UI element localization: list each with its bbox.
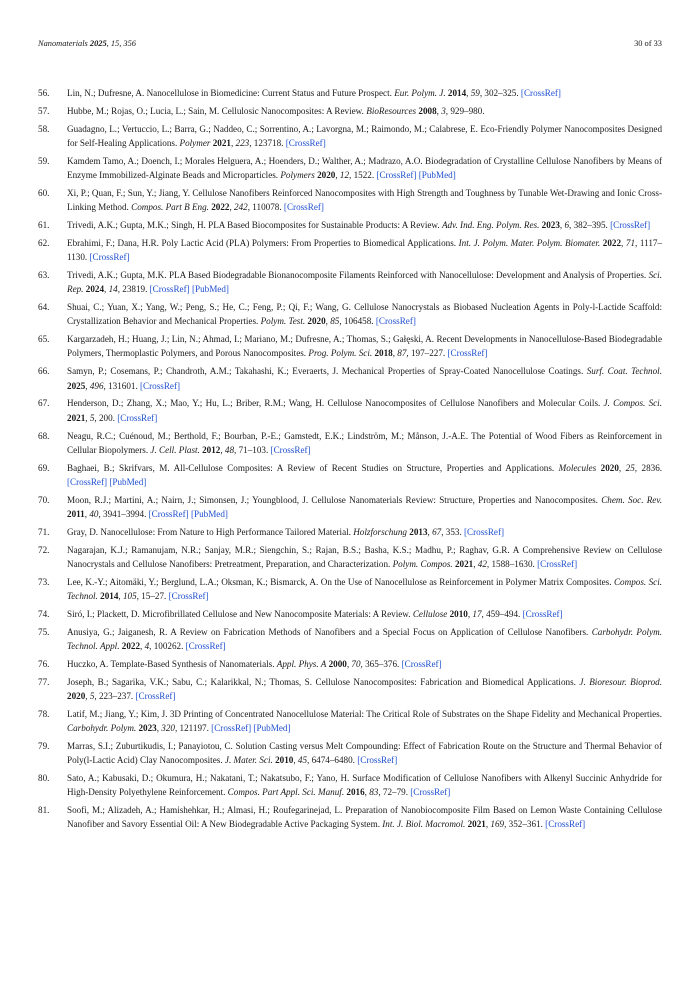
crossref-link[interactable]: [CrossRef] (401, 658, 442, 669)
reference-pages: 121197. (179, 723, 209, 734)
reference-volume: 83 (369, 787, 379, 798)
reference-title: Cellulose Nanofibers Reinforced Nanocomposites with High Strength and Toughness by Tunable Wet-Drawing and Ionic Cross-Linking Method. (67, 187, 662, 213)
reference-journal: Sci. Rep. (67, 270, 662, 295)
reference-pages: 1588–1630. (491, 558, 535, 569)
crossref-link[interactable]: [CrossRef] (168, 590, 209, 601)
reference-authors: Anusiya, G.; Jaiganesh, R. (67, 626, 168, 637)
reference-authors: Shuai, C.; Yuan, X.; Yang, W.; Peng, S.; He, C.; Feng, P.; Qi, F.; Wang, G. (67, 302, 351, 313)
reference-authors: Kamdem Tamo, A.; Doench, I.; Morales Helguera, A.; Hoenders, D.; Walther, A.; Madrazo, A.O. (67, 155, 423, 166)
crossref-link[interactable]: [CrossRef] (357, 755, 398, 766)
reference-year: 2021 (467, 819, 486, 830)
reference-volume: 25 (625, 462, 635, 473)
reference-title: Cellulosic Nanocomposites: A Review. (221, 105, 364, 116)
reference-authors: Moon, R.J.; Martini, A.; Nairn, J.; Simonsen, J.; Youngblood, J. (67, 494, 309, 505)
reference-pages: 929–980. (450, 105, 485, 116)
reference-year: 2020 (307, 316, 326, 327)
reference-authors: Latif, M.; Jiang, Y.; Kim, J. (67, 708, 168, 719)
reference-pages: 302–325. (484, 88, 519, 98)
reference-journal: Molecules (558, 462, 597, 473)
reference-pages: 200. (98, 412, 115, 423)
reference-journal: J. Compos. Sci. (603, 398, 662, 409)
reference-pages: 23819. (122, 284, 148, 295)
reference-pages: 223–237. (98, 690, 134, 701)
reference-volume: 320 (161, 723, 175, 734)
reference-item: 68. Neagu, R.C.; Cuénoud, M.; Berthold, F.; Bourban, P.-E.; Gamstedt, E.K.; Lindström, M.; Månson, J.-A.E. The Potential of Wood Fibers as Reinforcement in Cellular Biopolymers. J. Cell. Plast. 2012, 48, 71–103. [CrossRef] (38, 430, 662, 455)
reference-pages: 123718. (253, 137, 284, 148)
reference-title: Cellulose Nanocomposites: Fabrication and Biomedical Applications. (315, 676, 576, 687)
reference-title: Preparation of Nanobiocomposite Film Based on Lemon Waste Containing Cellulose Nanofiber and Savory Essential Oil: A New Biodegradable Active Packaging System. (67, 805, 663, 830)
reference-volume: 169 (490, 819, 505, 830)
reference-journal: Surf. Coat. Technol. (586, 366, 662, 377)
reference-volume: 71 (625, 237, 636, 248)
reference-volume: 70 (351, 658, 361, 669)
reference-authors: Gray, D. (67, 526, 99, 537)
pubmed-link[interactable]: [PubMed] (418, 170, 456, 181)
reference-number: 72. (38, 544, 50, 555)
crossref-link[interactable]: [CrossRef] (270, 444, 311, 455)
journal-name: Nanomaterials (38, 39, 88, 48)
reference-journal: J. Bioresour. Bioprod. (579, 676, 662, 687)
reference-title: A Comprehensive Review on Cellulose Nanocrystals and Cellulose Nanofibers: Pretreatment, Preparation, and Characterization. (67, 544, 663, 569)
reference-number: 69. (38, 462, 50, 473)
crossref-link[interactable]: [CrossRef] (89, 252, 130, 263)
page-header (38, 39, 662, 53)
reference-volume: 5 (89, 690, 95, 701)
reference-journal: BioResources (366, 105, 417, 116)
reference-pages: 353. (445, 526, 462, 537)
reference-year: 2018 (374, 348, 393, 359)
crossref-link[interactable]: [CrossRef] (545, 819, 586, 830)
reference-volume: 242 (234, 202, 248, 213)
reference-title: Nanocellulose in Biomedicine: Current Status and Future Prospect. (146, 88, 392, 98)
reference-pages: 1522. (353, 170, 375, 181)
reference-volume: 12 (339, 170, 350, 181)
reference-year: 2014 (447, 88, 467, 98)
reference-item: 65. Kargarzadeh, H.; Huang, J.; Lin, N.; Ahmad, I.; Mariano, M.; Dufresne, A.; Thomas, S.; Gałęski, A. Recent Developments in Nanocellulose-Based Biodegradable Polymers, Thermoplastic Polymers, and Porous Nanocomposites. Prog. Polym. Sci. 2018, 87, 197–227. [CrossRef] (38, 334, 663, 359)
reference-journal: Polym. Test. (260, 316, 306, 327)
reference-year: 2021 (454, 558, 474, 569)
reference-title: Recent Developments in Nanocellulose-Based Biodegradable Polymers, Thermoplastic Polymers, and Porous Nanocomposites. (67, 334, 663, 359)
reference-number: 60. (38, 187, 50, 198)
reference-item: 69. Baghaei, B.; Skrifvars, M. All-Cellulose Composites: A Review of Recent Studies on Structure, Properties and Applications. Molecules 2020, 25, 2836. [CrossRef] [PubMed] (38, 462, 663, 487)
reference-volume: 3 (441, 105, 446, 116)
reference-year: 2021 (67, 412, 86, 423)
reference-title: The Potential of Wood Fibers as Reinforcement in Cellular Biopolymers. (67, 430, 662, 455)
reference-journal: Carbohydr. Polym. (67, 723, 137, 734)
reference-item: 73. Lee, K.-Y.; Aitomäki, Y.; Berglund, L.A.; Oksman, K.; Bismarck, A. On the Use of Nanocellulose as Reinforcement in Polymer Matrix Composites. Compos. Sci. Technol. 2014, 105, 15–27. [CrossRef] (38, 576, 663, 601)
reference-year: 2010 (275, 755, 294, 766)
crossref-link[interactable]: [CrossRef] (67, 476, 108, 487)
crossref-link[interactable]: [CrossRef] (135, 690, 176, 701)
pubmed-link[interactable]: [PubMed] (253, 723, 291, 734)
reference-authors: Ebrahimi, F.; Dana, H.R. (67, 237, 159, 248)
reference-year: 2022 (121, 640, 141, 651)
crossref-link[interactable]: [CrossRef] (283, 202, 324, 213)
reference-item: 63. Trivedi, A.K.; Gupta, M.K. PLA Based Biodegradable Bionanocomposite Filaments Reinforced with Nanocellulose: Development and Analysis of Properties. Sci. Rep. 2024, 14, 23819. [CrossRef] [PubMed] (38, 270, 662, 295)
reference-journal: J. Mater. Sci. (224, 755, 273, 766)
reference-volume: 59 (470, 88, 480, 98)
reference-volume: 67 (432, 526, 442, 537)
reference-number: 57. (38, 105, 50, 116)
reference-year: 2012 (202, 444, 221, 455)
reference-year: 2014 (100, 590, 119, 601)
pubmed-link[interactable]: [PubMed] (109, 476, 147, 487)
reference-authors: Hubbe, M.; Rojas, O.; Lucia, L.; Sain, M. (67, 105, 220, 116)
reference-pages: 2836. (641, 462, 663, 473)
reference-year: 2023 (541, 220, 560, 231)
reference-authors: Henderson, D.; Zhang, X.; Mao, Y.; Hu, L.; Briber, R.M.; Wang, H. (67, 398, 325, 409)
crossref-link[interactable]: [CrossRef] (211, 723, 252, 734)
reference-item: 80. Sato, A.; Kabusaki, D.; Okumura, H.; Nakatani, T.; Nakatsubo, F.; Yano, H. Surface Modification of Cellulose Nanofibers with Alkenyl Succinic Anhydride for High-Density Polyethylene Reinforcement. Compos. Part Appl. Sci. Manuf. 2016, 83, 72–79. [CrossRef] (38, 773, 662, 798)
reference-journal: Polymer (179, 137, 211, 148)
reference-number: 81. (38, 805, 50, 816)
reference-authors: Trivedi, A.K.; Gupta, M.K. (67, 270, 167, 281)
reference-title: Microfibrillated Cellulose and New Nanocomposite Materials: A Review. (142, 608, 411, 619)
crossref-link[interactable]: [CrossRef] (148, 508, 189, 519)
reference-year: 2024 (85, 284, 104, 295)
reference-number: 58. (38, 123, 50, 134)
reference-item: 64. Shuai, C.; Yuan, X.; Yang, W.; Peng, S.; He, C.; Feng, P.; Qi, F.; Wang, G. Cellulose Nanocrystals as Biobased Nucleation Agents in Poly-l-Lactide Scaffold: Crystallization Behavior and Mechanical Properties. Polym. Test. 2020, 85, 106458. [CrossRef] (38, 302, 663, 327)
crossref-link[interactable]: [CrossRef] (285, 137, 326, 148)
reference-number: 70. (38, 494, 50, 505)
reference-authors: Xi, P.; Quan, F.; Sun, Y.; Jiang, Y. (67, 187, 190, 198)
reference-year: 2016 (346, 787, 365, 798)
reference-journal: Compos. Sci. Technol. (67, 576, 663, 601)
reference-volume: 85 (330, 316, 340, 327)
reference-journal: Cellulose (412, 608, 448, 619)
reference-number: 56. (38, 88, 50, 98)
reference-item: 75. Anusiya, G.; Jaiganesh, R. A Review on Fabrication Methods of Nanofibers and a Special Focus on Application of Cellulose Nanofibers. Carbohydr. Polym. Technol. Appl. 2022, 4, 100262. [CrossRef] (38, 626, 662, 651)
crossref-link[interactable]: [CrossRef] (520, 88, 561, 98)
reference-volume: 14 (108, 284, 118, 295)
reference-item: 81. Soofi, M.; Alizadeh, A.; Hamishehkar, H.; Almasi, H.; Roufegarinejad, L. Preparation of Nanobiocomposite Film Based on Lemon Waste Containing Cellulose Nanofiber and Savory Essential Oil: A New Biodegradable Active Packaging System. Int. J. Biol. Macromol. 2021, 169, 352–361. [CrossRef] (38, 805, 663, 830)
reference-item: 66. Samyn, P.; Cosemans, P.; Chandroth, A.M.; Takahashi, K.; Everaerts, J. Mechanical Properties of Spray-Coated Nanocellulose Coatings. Surf. Coat. Technol. 2025, 496, 131601. [CrossRef] (38, 366, 662, 391)
reference-pages: 3941–3994. (103, 508, 147, 519)
reference-volume: 496 (89, 380, 104, 391)
reference-pages: 72–79. (382, 787, 408, 798)
reference-authors: Joseph, B.; Sagarika, V.K.; Sabu, C.; Kalarikkal, N.; Thomas, S. (67, 676, 312, 687)
reference-pages: 459–494. (486, 608, 521, 619)
crossref-link[interactable]: [CrossRef] (376, 170, 417, 181)
reference-authors: Sato, A.; Kabusaki, D.; Okumura, H.; Nakatani, T.; Nakatsubo, F.; Yano, H. (67, 773, 350, 784)
crossref-link[interactable]: [CrossRef] (185, 640, 226, 651)
reference-year: 2025 (67, 380, 86, 391)
pubmed-link[interactable]: [PubMed] (190, 508, 228, 519)
reference-item: 61. Trivedi, A.K.; Gupta, M.K.; Singh, H. PLA Based Biocomposites for Sustainable Products: A Review. Adv. Ind. Eng. Polym. Res. 2023, 6, 382–395. [CrossRef] (38, 218, 662, 232)
reference-title: On the Use of Nanocellulose as Reinforcement in Polymer Matrix Composites. (320, 576, 612, 587)
pubmed-link[interactable]: [PubMed] (191, 284, 229, 295)
reference-volume: 40 (89, 508, 99, 519)
reference-authors: Marras, S.I.; Zuburtikudis, I.; Panayiotou, C. (67, 740, 233, 751)
reference-year: 2020 (600, 462, 619, 473)
reference-authors: Lin, N.; Dufresne, A. (67, 88, 145, 98)
reference-year: 2013 (409, 526, 428, 537)
reference-title: All-Cellulose Composites: A Review of Recent Studies on Structure, Properties and Applications. (173, 462, 555, 473)
reference-number: 75. (38, 626, 50, 637)
reference-volume: 48 (224, 444, 235, 455)
reference-journal: Holzforschung (353, 526, 407, 537)
reference-number: 62. (38, 237, 50, 248)
reference-title: Cellulose Nanomaterials Review: Structure, Properties and Nanocomposites. (311, 494, 598, 505)
reference-pages: 197–227. (410, 348, 446, 359)
reference-journal: Polymers (280, 170, 315, 181)
reference-number: 61. (38, 220, 50, 231)
reference-journal: Eur. Polym. J. (394, 88, 446, 98)
reference-title: PLA Based Biocomposites for Sustainable Products: A Review. (208, 220, 440, 231)
reference-item: 78. Latif, M.; Jiang, Y.; Kim, J. 3D Printing of Concentrated Nanocellulose Material: The Critical Role of Substrates on the Shape Fidelity and Mechanical Properties. Carbohydr. Polym. 2023, 320, 121197. [CrossRef] [PubMed] (38, 708, 662, 734)
reference-authors: Baghaei, B.; Skrifvars, M. (67, 462, 170, 473)
reference-title: Cellulose Nanocrystals as Biobased Nucleation Agents in Poly-l-Lactide Scaffold: Crystallization Behavior and Mechanical Properties. (67, 302, 663, 327)
reference-number: 59. (38, 155, 50, 166)
reference-pages: 382–395. (573, 220, 608, 231)
crossref-link[interactable]: [CrossRef] (375, 316, 416, 327)
reference-journal: Carbohydr. Polym. Technol. Appl. (67, 626, 662, 651)
reference-authors: Neagu, R.C.; Cuénoud, M.; Berthold, F.; Bourban, P.-E.; Gamstedt, E.K.; Lindström, M.; Månson, J.-A.E. (67, 430, 468, 441)
reference-authors: Siró, I.; Plackett, D. (67, 608, 140, 619)
reference-item: 59. Kamdem Tamo, A.; Doench, I.; Morales Helguera, A.; Hoenders, D.; Walther, A.; Madrazo, A.O. Biodegradation of Crystalline Cellulose Nanofibers by Means of Enzyme Immobilized-Alginate Beads and Microparticles. Polymers 2020, 12, 1522. [CrossRef] [PubMed] (38, 155, 662, 181)
reference-title: Mechanical Properties of Spray-Coated Nanocellulose Coatings. (341, 366, 584, 377)
reference-title: PLA Based Biodegradable Bionanocomposite Filaments Reinforced with Nanocellulose: Development and Analysis of Properties. (168, 270, 647, 281)
reference-title: Template-Based Synthesis of Nanomaterials. (110, 658, 275, 669)
reference-item: 57. Hubbe, M.; Rojas, O.; Lucia, L.; Sain, M. Cellulosic Nanocomposites: A Review. BioResources 2008, 3, 929–980. (38, 104, 662, 118)
reference-pages: 110078. (252, 202, 282, 213)
reference-item: 79. Marras, S.I.; Zuburtikudis, I.; Panayiotou, C. Solution Casting versus Melt Compounding: Effect of Fabrication Route on the Structure and Thermal Behavior of Poly(l-Lactic Acid) Clay Nanocomposites. J. Mater. Sci. 2010, 45, 6474–6480. [CrossRef] (38, 740, 663, 766)
reference-year: 2011 (67, 508, 85, 519)
reference-journal: Compos. Part B Eng. (131, 202, 209, 213)
reference-title: Poly Lactic Acid (PLA) Polymers: From Properties to Biomedical Applications. (161, 237, 457, 248)
reference-number: 68. (38, 430, 50, 441)
reference-journal: J. Cell. Plast. (150, 444, 200, 455)
reference-journal: Prog. Polym. Sci. (308, 348, 373, 359)
journal-volume: , 15, 356 (106, 39, 136, 48)
reference-volume: 5 (89, 412, 95, 423)
reference-list (38, 86, 662, 835)
crossref-link[interactable]: [CrossRef] (140, 380, 181, 391)
reference-journal: Chem. Soc. Rev. (601, 494, 663, 505)
reference-authors: Guadagno, L.; Vertuccio, L.; Barra, G.; Naddeo, C.; Sorrentino, A.; Lavorgna, M.; Raimondo, M.; Calabrese, E. (67, 123, 478, 134)
reference-authors: Trivedi, A.K.; Gupta, M.K.; Singh, H. (67, 220, 206, 231)
reference-number: 74. (38, 608, 50, 619)
reference-volume: 223 (235, 137, 250, 148)
reference-year: 2022 (602, 237, 622, 248)
reference-journal: Int. J. Biol. Macromol. (382, 819, 466, 830)
reference-title: Solution Casting versus Melt Compounding: Effect of Fabrication Route on the Structure and Thermal Behavior of Poly(l-Lactic Acid) Clay Nanocomposites. (67, 740, 663, 766)
reference-journal: Polym. Compos. (392, 558, 453, 569)
reference-number: 78. (38, 708, 50, 719)
reference-title: Cellulose Nanocomposites of Cellulose Nanofibers and Molecular Coils. (327, 398, 601, 409)
reference-authors: Kargarzadeh, H.; Huang, J.; Lin, N.; Ahmad, I.; Mariano, M.; Dufresne, A.; Thomas, S.; Gałęski, A. (67, 334, 434, 345)
reference-pages: 1117–1130. (67, 237, 663, 263)
reference-journal: Compos. Part Appl. Sci. Manuf. (227, 787, 345, 798)
reference-title: Eco-Friendly Polymer Nanocomposites Designed for Self-Healing Applications. (67, 123, 663, 148)
reference-number: 65. (38, 334, 50, 345)
reference-year: 2008 (418, 105, 437, 116)
reference-volume: 87 (397, 348, 407, 359)
reference-volume: 17 (472, 608, 482, 619)
reference-item: 71. Gray, D. Nanocellulose: From Nature to High Performance Tailored Material. Holzforschung 2013, 67, 353. [CrossRef] (38, 525, 662, 539)
reference-number: 66. (38, 366, 50, 377)
reference-year: 2022 (211, 202, 230, 213)
crossref-link[interactable]: [CrossRef] (522, 608, 563, 619)
reference-pages: 352–361. (508, 819, 543, 830)
crossref-link[interactable]: [CrossRef] (464, 526, 505, 537)
reference-title: A Review on Fabrication Methods of Nanofibers and a Special Focus on Application of Cellulose Nanofibers. (170, 626, 589, 637)
reference-journal: Adv. Ind. Eng. Polym. Res. (441, 220, 540, 231)
reference-authors: Nagarajan, K.J.; Ramanujam, N.R.; Sanjay, M.R.; Siengchin, S.; Rajan, B.S.; Basha, K.S.; Madhu, P.; Raghav, G.R. (67, 544, 510, 555)
reference-pages: 365–376. (365, 658, 400, 669)
page-number: 30 of 33 (634, 39, 662, 48)
reference-title: Biodegradation of Crystalline Cellulose Nanofibers by Means of Enzyme Immobilized-Alginate Beads and Microparticles. (67, 155, 662, 181)
reference-number: 77. (38, 676, 50, 687)
reference-volume: 45 (297, 755, 308, 766)
reference-authors: Samyn, P.; Cosemans, P.; Chandroth, A.M.; Takahashi, K.; Everaerts, J. (67, 366, 339, 377)
reference-number: 76. (38, 658, 50, 669)
reference-number: 73. (38, 576, 50, 587)
reference-title: 3D Printing of Concentrated Nanocellulose Material: The Critical Role of Substrates on the Shape Fidelity and Mechanical Properties. (169, 708, 662, 719)
reference-item: 74. Siró, I.; Plackett, D. Microfibrillated Cellulose and New Nanocomposite Materials: A Review. Cellulose 2010, 17, 459–494. [CrossRef] (38, 607, 662, 621)
reference-year: 2020 (317, 170, 336, 181)
crossref-link[interactable]: [CrossRef] (447, 348, 488, 359)
reference-item: 62. Ebrahimi, F.; Dana, H.R. Poly Lactic Acid (PLA) Polymers: From Properties to Biomedical Applications. Int. J. Polym. Mater. Polym. Biomater. 2022, 71, 1117–1130. [CrossRef] (38, 237, 663, 263)
crossref-link[interactable]: [CrossRef] (117, 412, 158, 423)
reference-number: 67. (38, 398, 50, 409)
reference-number: 63. (38, 270, 50, 281)
reference-item: 58. Guadagno, L.; Vertuccio, L.; Barra, G.; Naddeo, C.; Sorrentino, A.; Lavorgna, M.; Raimondo, M.; Calabrese, E. Eco-Friendly Polymer Nanocomposites Designed for Self-Healing Applications. Polymer 2021, 223, 123718. [CrossRef] (38, 123, 663, 148)
reference-pages: 131601. (108, 380, 138, 391)
crossref-link[interactable]: [CrossRef] (537, 558, 578, 569)
reference-item: 70. Moon, R.J.; Martini, A.; Nairn, J.; Simonsen, J.; Youngblood, J. Cellulose Nanomaterials Review: Structure, Properties and Nanocomposites. Chem. Soc. Rev. 2011, 40, 3941–3994. [CrossRef] [PubMed] (38, 494, 663, 519)
reference-item: 60. Xi, P.; Quan, F.; Sun, Y.; Jiang, Y. Cellulose Nanofibers Reinforced Nanocomposites with High Strength and Toughness by Tunable Wet-Drawing and Ionic Cross-Linking Method. Compos. Part B Eng. 2022, 242, 110078. [CrossRef] (38, 187, 662, 213)
journal-year: 2025 (89, 39, 107, 48)
reference-year: 2010 (449, 608, 468, 619)
reference-year: 2000 (328, 658, 347, 669)
reference-journal: Int. J. Polym. Mater. Polym. Biomater. (458, 237, 601, 248)
reference-item: 56. Lin, N.; Dufresne, A. Nanocellulose in Biomedicine: Current Status and Future Prospect. Eur. Polym. J. 2014, 59, 302–325. [CrossRef] (38, 86, 662, 100)
reference-pages: 106458. (343, 316, 374, 327)
crossref-link[interactable]: [CrossRef] (149, 284, 190, 295)
crossref-link[interactable]: [CrossRef] (610, 220, 651, 231)
reference-title: Nanocellulose: From Nature to High Performance Tailored Material. (100, 526, 351, 537)
reference-number: 80. (38, 773, 50, 784)
reference-pages: 15–27. (141, 590, 167, 601)
reference-item: 76. Huczko, A. Template-Based Synthesis of Nanomaterials. Appl. Phys. A 2000, 70, 365–376. [CrossRef] (38, 657, 662, 671)
reference-number: 79. (38, 740, 50, 751)
reference-title: Surface Modification of Cellulose Nanofibers with Alkenyl Succinic Anhydride for High-Density Polyethylene Reinforcement. (67, 773, 662, 798)
crossref-link[interactable]: [CrossRef] (410, 787, 451, 798)
reference-volume: 4 (144, 640, 150, 651)
reference-number: 64. (38, 302, 50, 313)
reference-pages: 71–103. (238, 444, 269, 455)
reference-volume: 42 (477, 558, 487, 569)
reference-authors: Huczko, A. (67, 658, 109, 669)
reference-volume: 105 (122, 590, 137, 601)
reference-item: 77. Joseph, B.; Sagarika, V.K.; Sabu, C.; Kalarikkal, N.; Thomas, S. Cellulose Nanocomposites: Fabrication and Biomedical Applications. J. Bioresour. Bioprod. 2020, 5, 223–237. [CrossRef] (38, 676, 662, 701)
reference-year: 2021 (212, 137, 231, 148)
reference-number: 71. (38, 526, 50, 537)
reference-volume: 6 (564, 220, 570, 231)
journal-citation (38, 39, 136, 48)
reference-journal: Appl. Phys. A (276, 658, 327, 669)
reference-authors: Lee, K.-Y.; Aitomäki, Y.; Berglund, L.A.; Oksman, K.; Bismarck, A. (67, 576, 319, 587)
reference-year: 2023 (138, 723, 157, 734)
reference-pages: 6474–6480. (311, 755, 355, 766)
reference-year: 2020 (67, 690, 86, 701)
reference-item: 72. Nagarajan, K.J.; Ramanujam, N.R.; Sanjay, M.R.; Siengchin, S.; Rajan, B.S.; Basha, K.S.; Madhu, P.; Raghav, G.R. A Comprehensive Review on Cellulose Nanocrystals and Cellulose Nanofibers: Pretreatment, Preparation, and Characterization. Polym. Compos. 2021, 42, 1588–1630. [CrossRef] (38, 544, 663, 569)
reference-pages: 100262. (153, 640, 184, 651)
reference-item: 67. Henderson, D.; Zhang, X.; Mao, Y.; Hu, L.; Briber, R.M.; Wang, H. Cellulose Nanocomposites of Cellulose Nanofibers and Molecular Coils. J. Compos. Sci. 2021, 5, 200. [CrossRef] (38, 398, 662, 423)
reference-authors: Soofi, M.; Alizadeh, A.; Hamishehkar, H.; Almasi, H.; Roufegarinejad, L. (67, 805, 343, 816)
